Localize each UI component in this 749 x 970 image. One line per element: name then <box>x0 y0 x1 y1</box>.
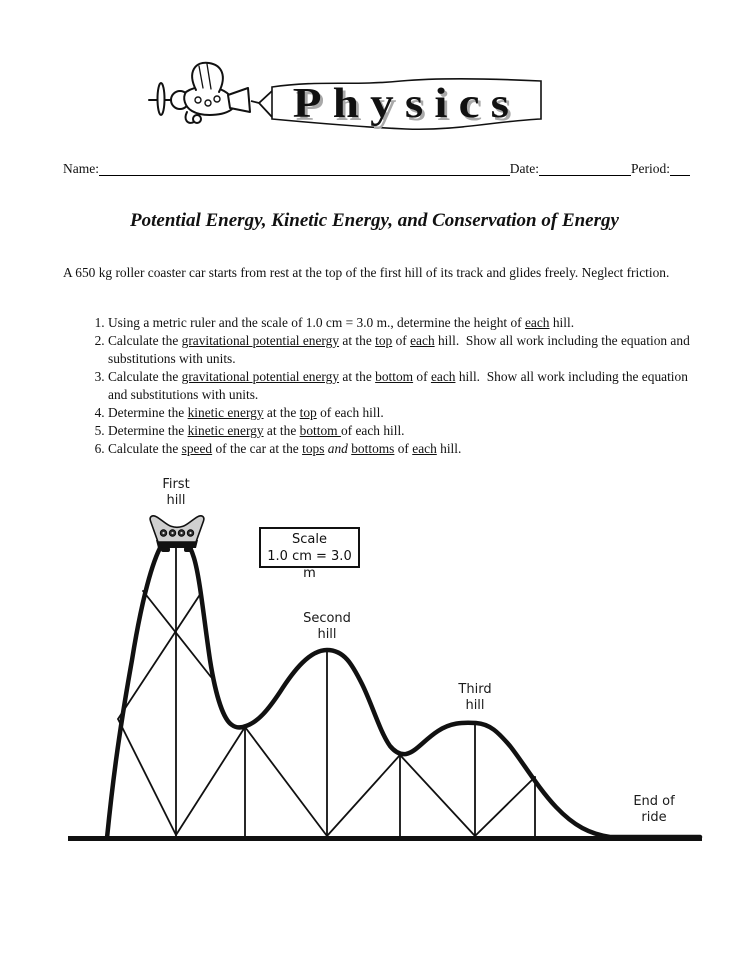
task-item: 4. Determine the kinetic energy at the top of each hill. <box>108 404 696 422</box>
task-list <box>88 314 696 458</box>
first-hill-label: First hill <box>162 477 190 508</box>
banner-physics-text: Physics <box>292 81 521 127</box>
coaster-car-icon <box>150 516 204 552</box>
track-path <box>107 534 700 838</box>
date-blank-line <box>539 171 631 176</box>
scale-box <box>259 527 360 581</box>
period-blank-line <box>670 171 690 176</box>
period-label: Period: <box>631 161 670 176</box>
task-item: 3. Calculate the gravitational potential energy at the bottom of each hill. Show all work including the equation and substitutions with units. <box>108 368 696 404</box>
date-label: Date: <box>509 161 539 176</box>
worksheet-title: Potential Energy, Kinetic Energy, and Conservation of Energy <box>130 210 619 231</box>
plane-doodle-icon <box>149 63 250 123</box>
third-hill-label: Third hill <box>458 682 492 713</box>
scale-value: 1.0 cm = 3.0 m <box>267 549 352 581</box>
name-blank-line <box>99 171 510 176</box>
task-item: 1. Using a metric ruler and the scale of 1.0 cm = 3.0 m., determine the height of each hill. <box>108 314 696 332</box>
student-fields-row <box>63 156 690 176</box>
end-of-ride-label: End of ride <box>633 794 675 825</box>
scale-title: Scale <box>292 532 327 547</box>
name-label: Name: <box>63 161 99 176</box>
second-hill-label: Second hill <box>303 611 351 642</box>
task-item: 2. Calculate the gravitational potential energy at the top of each hill. Show all work including the equation and substitutions with units. <box>108 332 696 368</box>
task-item: 5. Determine the kinetic energy at the bottom of each hill. <box>108 422 696 440</box>
task-item: 6. Calculate the speed of the car at the tops and bottoms of each hill. <box>108 440 696 458</box>
intro-paragraph: A 650 kg roller coaster car starts from rest at the top of the first hill of its track and glides freely. Neglect friction. <box>63 265 670 280</box>
